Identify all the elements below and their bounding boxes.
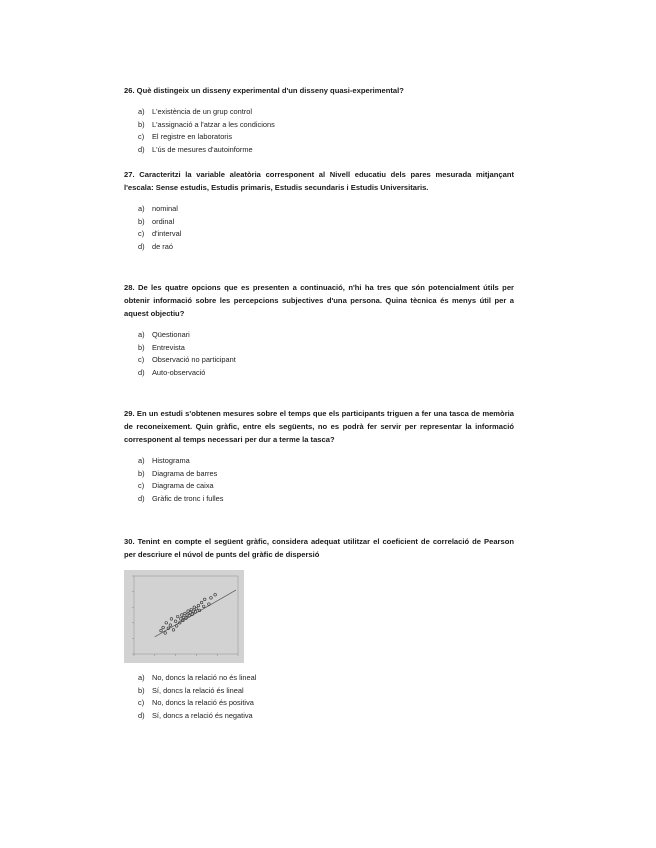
option-letter: c): [138, 481, 145, 491]
option-text: de raó: [152, 241, 173, 251]
option-text: Auto-observació: [152, 367, 206, 377]
option-letter: b): [138, 342, 145, 352]
scatter-point: [176, 615, 179, 618]
option-letter: d): [138, 493, 145, 503]
option-text: L'existència de un grup control: [152, 107, 253, 116]
question-text: 28. De les quatre opcions que es presenten a continuació, n'hi ha tres que són potencialment útils per obtenir informació sobre les percepcions subjectives d'una persona. Quina tècnica és menys útil per a aquest objectiu?: [124, 283, 514, 319]
option-d[interactable]: [138, 710, 256, 723]
option-text: L'assignació a l'atzar a les condicions: [152, 119, 275, 129]
option-text: Entrevista: [152, 342, 185, 352]
option-text: Sí, doncs a relació és negativa: [152, 710, 253, 720]
scatter-point: [170, 618, 173, 621]
scatter-plot: [124, 570, 244, 663]
scatter-point: [210, 597, 213, 600]
scatter-point: [203, 598, 206, 601]
scatter-point: [165, 622, 168, 625]
option-letter: a): [138, 330, 145, 339]
option-text: Gràfic de tronc i fulles: [152, 493, 224, 503]
option-text: Qüestionari: [152, 330, 190, 339]
scatter-point: [197, 604, 200, 607]
scatter-plot-image: [124, 570, 244, 663]
option-text: No, doncs la relació no és lineal: [152, 673, 257, 682]
scatter-point: [162, 626, 165, 629]
question-text: 29. En un estudi s'obtenen mesures sobre el temps que els participants triguen a fer una tasca de memòria de reconeixement. Quin gràfic, entre els següents, no es podrà fer servir per representar la informació corresponent al temps necessari per dur a terme la tasca?: [124, 409, 514, 445]
scatter-point: [214, 593, 217, 596]
scatter-point: [174, 620, 177, 623]
scatter-point: [208, 603, 211, 606]
option-a[interactable]: [138, 329, 236, 342]
question-27: [124, 168, 514, 251]
option-letter: d): [138, 144, 145, 154]
question-29: [124, 407, 514, 503]
option-c[interactable]: [138, 697, 256, 710]
option-letter: b): [138, 216, 145, 226]
option-d[interactable]: [138, 144, 275, 157]
option-a[interactable]: [138, 203, 181, 216]
option-b[interactable]: [138, 216, 181, 229]
option-text: Histograma: [152, 456, 190, 465]
option-c[interactable]: [138, 480, 223, 493]
scatter-point: [181, 614, 184, 617]
option-letter: c): [138, 229, 145, 239]
scatter-point: [202, 605, 205, 608]
scatter-point: [164, 632, 167, 635]
option-letter: b): [138, 468, 145, 478]
option-a[interactable]: [138, 106, 275, 119]
option-letter: d): [138, 241, 145, 251]
scatter-point: [169, 624, 172, 627]
option-a[interactable]: [138, 672, 256, 685]
question-text: 30. Tenint en compte el següent gràfic, considera adequat utilitzar el coeficient de correlació de Pearson per descriure el núvol de punts del gràfic de dispersió: [124, 537, 514, 560]
option-b[interactable]: [138, 468, 223, 481]
option-letter: a): [138, 456, 145, 465]
question-30: [124, 535, 514, 720]
scatter-point: [160, 629, 163, 632]
option-letter: d): [138, 710, 145, 720]
option-letter: b): [138, 685, 145, 695]
option-letter: c): [138, 355, 145, 365]
option-d[interactable]: [138, 367, 236, 380]
option-text: No, doncs la relació és positiva: [152, 698, 254, 708]
options-list: [138, 672, 256, 722]
option-letter: d): [138, 367, 145, 377]
option-text: Diagrama de barres: [152, 468, 218, 478]
options-list: [138, 203, 181, 253]
option-c[interactable]: [138, 354, 236, 367]
options-list: [138, 455, 223, 505]
option-letter: a): [138, 673, 145, 682]
scatter-point: [172, 629, 175, 632]
option-letter: a): [138, 204, 145, 213]
option-a[interactable]: [138, 455, 223, 468]
option-text: Diagrama de caixa: [152, 481, 214, 491]
option-letter: b): [138, 119, 145, 129]
option-b[interactable]: [138, 342, 236, 355]
option-c[interactable]: [138, 131, 275, 144]
option-text: d'interval: [152, 229, 182, 239]
option-d[interactable]: [138, 493, 223, 506]
scatter-point: [195, 607, 198, 610]
scatter-point: [200, 601, 203, 604]
scatter-point: [175, 625, 178, 628]
option-text: nominal: [152, 204, 178, 213]
options-list: [138, 329, 236, 379]
option-d[interactable]: [138, 241, 181, 254]
question-text: 26. Què distingeix un disseny experimental d'un disseny quasi-experimental?: [124, 86, 404, 95]
option-letter: c): [138, 132, 145, 142]
option-text: L'ús de mesures d'autoinforme: [152, 144, 253, 154]
option-b[interactable]: [138, 685, 256, 698]
option-text: Observació no participant: [152, 355, 236, 365]
question-28: [124, 281, 514, 377]
option-b[interactable]: [138, 119, 275, 132]
option-letter: a): [138, 107, 145, 116]
option-text: ordinal: [152, 216, 175, 226]
options-list: [138, 106, 275, 156]
option-text: El registre en laboratoris: [152, 132, 233, 142]
question-26: [124, 84, 514, 154]
question-text: 27. Caracteritzi la variable aleatòria corresponent al Nivell educatiu dels pares mesurada mitjançant l'escala: Sense estudis, Estudis primaris, Estudis secundaris i Estudis Universitaris.: [124, 170, 514, 193]
option-c[interactable]: [138, 228, 181, 241]
option-text: Sí, doncs la relació és lineal: [152, 685, 244, 695]
option-letter: c): [138, 698, 145, 708]
